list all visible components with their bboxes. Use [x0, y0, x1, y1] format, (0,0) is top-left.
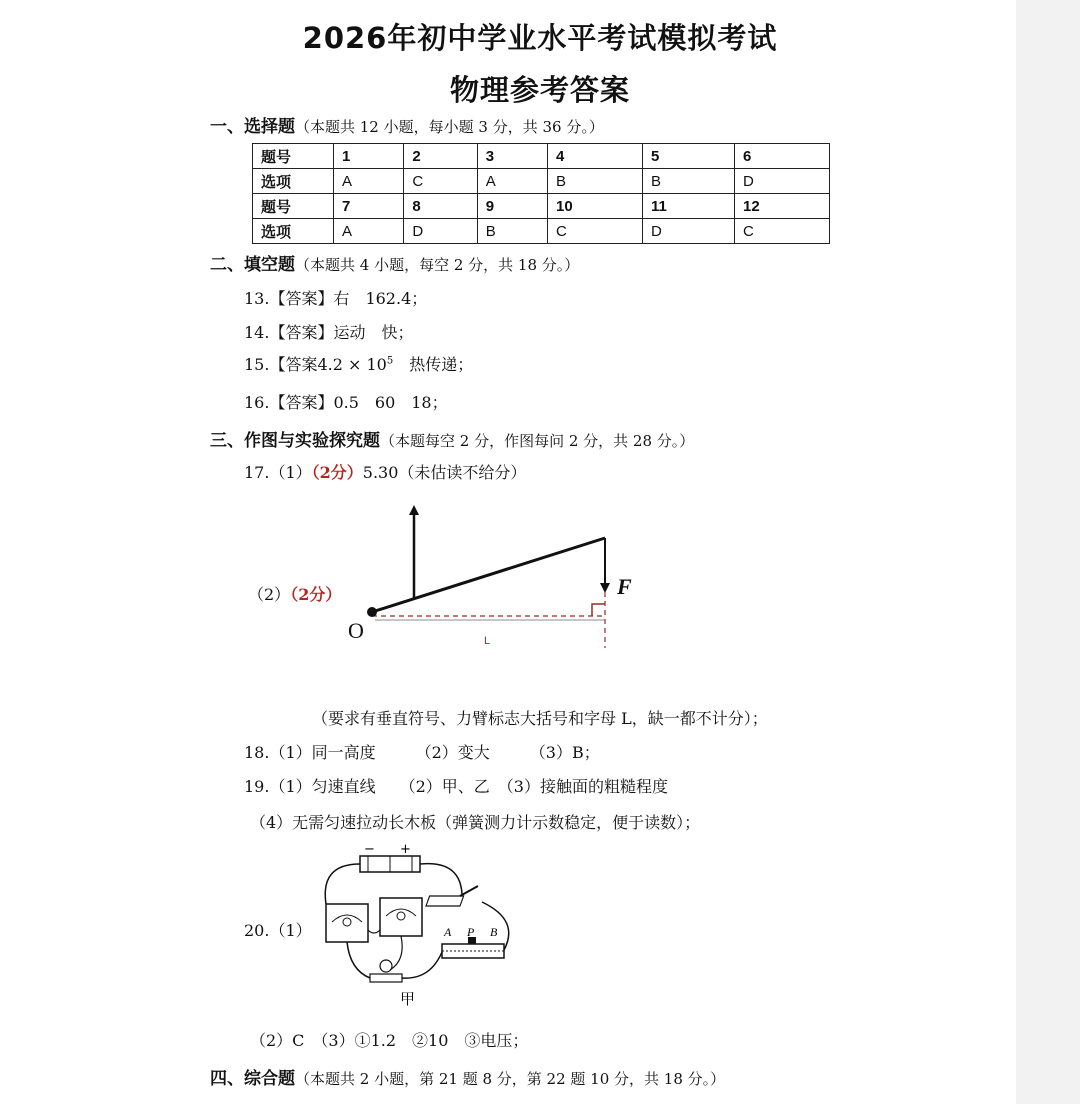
answer-20-label: 20.（1）: [244, 921, 312, 940]
wire: [420, 864, 462, 894]
row-label-number: 题号: [253, 144, 334, 169]
table-cell: 4: [548, 144, 643, 169]
table-row: [253, 194, 830, 219]
table-cell: 10: [548, 194, 643, 219]
diagram-requirement: （要求有垂直符号、力臂标志大括号和字母 L，缺一都不计分）；: [312, 709, 768, 728]
table-cell: A: [334, 169, 404, 194]
table-cell: 9: [477, 194, 547, 219]
section2-note: （本题共 4 小题，每空 2 分，共 18 分。）: [295, 256, 580, 274]
answer-17-1-prefix: 17.（1）: [244, 463, 312, 482]
section1-note: （本题共 12 小题，每小题 3 分，共 36 分。）: [295, 118, 604, 136]
answer-14: 14.【答案】运动 快；: [244, 323, 414, 342]
circuit-diagram: [310, 840, 530, 1010]
section1-heading: 一、选择题: [210, 117, 295, 137]
answer-17-2-label: （2）: [248, 585, 291, 604]
voltmeter: [380, 898, 422, 936]
table-cell: 8: [404, 194, 477, 219]
answer-17-2: [248, 582, 341, 605]
section3-note: （本题每空 2 分，作图每问 2 分，共 28 分。）: [380, 432, 695, 450]
table-cell: D: [643, 219, 735, 244]
table-cell: 1: [334, 144, 404, 169]
answer-17-1-text: 5.30（未估读不给分）: [362, 463, 527, 482]
points-badge: （2分）: [290, 585, 342, 604]
page-subtitle: 物理参考答案: [449, 73, 630, 107]
answer-19-line1: 19.（1）匀速直线 （2）甲、乙 （3）接触面的粗糙程度: [244, 777, 668, 796]
rheostat-label-a: A: [444, 925, 452, 939]
page-title: 2026年初中学业水平考试模拟考试: [302, 21, 778, 55]
table-cell: A: [477, 169, 547, 194]
fulcrum-label: O: [348, 618, 364, 643]
wire: [402, 952, 442, 978]
table-cell: C: [404, 169, 477, 194]
circuit-caption: 甲: [400, 990, 416, 1008]
table-cell: 5: [643, 144, 735, 169]
table-cell: C: [548, 219, 643, 244]
table-cell: 2: [404, 144, 477, 169]
table-cell: B: [477, 219, 547, 244]
table-cell: B: [548, 169, 643, 194]
answer-19-line2: （4）无需匀速拉动长木板（弹簧测力计示数稳定，便于读数）；: [250, 813, 701, 832]
answer-16: 16.【答案】0.5 60 18；: [244, 393, 448, 412]
wire: [368, 930, 380, 933]
section2-header: [210, 250, 579, 275]
lever-diagram: [340, 496, 660, 656]
answer-15-suffix: 热传递；: [393, 355, 474, 374]
rheostat-label-p: P: [467, 925, 475, 939]
table-cell: 3: [477, 144, 547, 169]
answer-15: [244, 352, 473, 375]
answer-13: 13.【答案】右 162.4；: [244, 289, 428, 308]
row-label-option: 选项: [253, 169, 334, 194]
answer-18: 18.（1）同一高度 （2）变大 （3）B；: [244, 743, 600, 762]
ammeter: [326, 904, 368, 942]
bulb-base: [370, 974, 402, 982]
section2-heading: 二、填空题: [210, 255, 295, 275]
table-cell: 7: [334, 194, 404, 219]
table-row: [253, 144, 830, 169]
table-cell: B: [643, 169, 735, 194]
table-row: [253, 219, 830, 244]
table-cell: 12: [734, 194, 829, 219]
arm-label: L: [484, 635, 491, 647]
section4-header: [210, 1064, 725, 1089]
section4-note: （本题共 2 小题，第 21 题 8 分，第 22 题 10 分，共 18 分。）: [295, 1070, 726, 1088]
fulcrum-point: [367, 607, 377, 617]
table-cell: D: [734, 169, 829, 194]
battery-minus: −: [364, 842, 375, 857]
wire: [325, 864, 360, 904]
force-label: F: [617, 574, 632, 599]
table-cell: 11: [643, 194, 735, 219]
rheostat-label-b: B: [490, 925, 498, 939]
table-cell: A: [334, 219, 404, 244]
switch-lever: [460, 886, 478, 896]
answer-15-prefix: 15.【答案4.2 × 10: [244, 355, 387, 374]
right-margin-strip: [1016, 0, 1080, 1104]
section1-header: [210, 112, 604, 137]
answer-15-exponent: 5: [386, 355, 394, 367]
answer-17-1: [244, 460, 526, 483]
table-cell: D: [404, 219, 477, 244]
section3-heading: 三、作图与实验探究题: [210, 431, 380, 451]
answer-20-rest: （2）C （3）①1.2 ②10 ③电压；: [250, 1031, 529, 1050]
section3-header: [210, 426, 694, 451]
section4-heading: 四、综合题: [210, 1069, 295, 1089]
wire: [347, 942, 370, 978]
table-cell: C: [734, 219, 829, 244]
row-label-option: 选项: [253, 219, 334, 244]
answer-table: [252, 143, 830, 244]
table-cell: 6: [734, 144, 829, 169]
lever-bar: [372, 538, 605, 612]
right-angle-symbol: [592, 604, 605, 616]
table-row: [253, 169, 830, 194]
switch-base: [426, 896, 464, 906]
battery-plus: +: [400, 842, 411, 857]
row-label-number: 题号: [253, 194, 334, 219]
points-badge: （2分）: [311, 463, 363, 482]
